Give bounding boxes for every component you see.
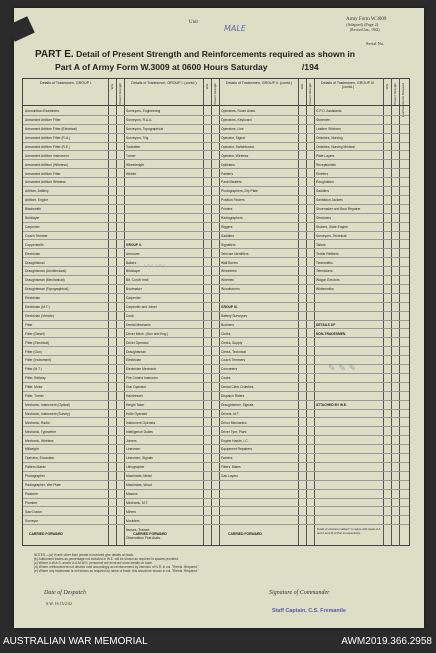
- note-line: (d) Where reinforcement not desired note accordingly as reinforcement by insertion of N.R. in col. "Reinfs. Required.": [34, 565, 199, 569]
- col3-cell: Wheelmen: [221, 269, 237, 274]
- col3-cell: Opticians: [221, 162, 235, 167]
- col1-cell: Armament Artificer Fitter (R.A.): [25, 135, 71, 140]
- col1-cell: Fitter (Diesel): [25, 331, 45, 336]
- col3-cell: Radiographers: [221, 216, 243, 220]
- col3-cell: Clerks, Technical: [221, 349, 246, 354]
- col4-cell: Orderlies, Nursing Medical: [316, 144, 355, 149]
- col4-cell: Shoemaker and Boot Repairer: [316, 207, 361, 212]
- col4-cell: Riveters: [316, 171, 329, 176]
- col1-cell: Fitter, Turner: [25, 394, 44, 398]
- col2-cell: Electrician: [126, 358, 142, 363]
- present-header: Present Strength: [118, 83, 122, 106]
- col1-cell: Mechanic, Instrument (Survey): [25, 411, 70, 416]
- unit-handwritten: MALE: [224, 24, 246, 33]
- col4-cell: DETAILS OF: [316, 322, 336, 327]
- col4-cell: Wagon Erectors: [316, 278, 340, 283]
- reinf-header: Reinforcements Required: [401, 83, 405, 118]
- col3-cell: Concreters: [221, 367, 238, 372]
- col3-cell: Operators, Line: [221, 127, 244, 131]
- col3-cell: Clerks, Supply: [221, 340, 243, 345]
- col2-cell: Toolsetter: [126, 144, 141, 149]
- col1-cell: Blacksmith: [25, 207, 41, 212]
- col3-cell: Driver Tyre, Plant: [221, 429, 247, 434]
- col3-cell: Telecom Identifiers: [221, 251, 249, 256]
- col3-cell: Wiremen: [221, 278, 235, 283]
- col3-cell: Position Finders: [221, 198, 245, 203]
- col3-cell: Photographers, Dry Plate: [221, 189, 259, 194]
- col2-cell: Instrument Operator: [126, 420, 156, 425]
- col3-cell: Coach Trimmers: [221, 358, 246, 363]
- col2-cell: Bakers: [126, 260, 137, 265]
- caption-left: AUSTRALIAN WAR MEMORIAL: [3, 636, 148, 647]
- form-page: [14, 8, 424, 628]
- col4-cell: Leather Stitchers: [316, 127, 341, 131]
- col4-cell: Tailors: [316, 242, 326, 247]
- col1-cell: Coppersmith: [25, 242, 44, 247]
- col4-cell: Textile Refitters: [316, 251, 339, 256]
- col1-cell: Armament Artificer Wireless: [25, 180, 66, 185]
- col4-cell: Surveyors, Technical: [316, 233, 347, 238]
- unit-label: Unit: [189, 20, 198, 25]
- signature-label: Signature of Commander: [269, 590, 330, 596]
- col2-cell: Electrician Mechanic: [126, 367, 157, 372]
- col1-cell: Radiographer, Wet Plate: [25, 483, 61, 487]
- col3-cell: Riggers: [221, 224, 233, 229]
- col2-cell: Carpenter and Joiner: [126, 305, 157, 309]
- carried-forward-2: CARRIED FORWARD: [133, 532, 167, 536]
- col2-cell: Surveyors, R.A.A.: [126, 118, 153, 123]
- col2-cell: Fire Control Instructor: [126, 376, 158, 381]
- col4-cell: NON-TRADESMEN.: [316, 331, 347, 336]
- col1-cell: Armament Artificer Fitter (Electrical): [25, 127, 78, 131]
- col3-cell: Drivers, M.T.: [221, 411, 240, 416]
- col2-cell: Surveyors, Trig.: [126, 135, 150, 140]
- present-header: Present Strength: [393, 83, 397, 106]
- col1-cell: Mechanic, Wireless: [25, 438, 54, 443]
- form-title: PART E. Detail of Present Strength and Reinforcements required as shown in Part A of Army Form W.3009 at 0600 Hours Saturday /194: [35, 49, 355, 72]
- group2c-header: Details of Tradesmen, GROUP II. (contd.): [225, 81, 293, 85]
- col3-cell: Operators, Room Assts.: [221, 109, 256, 114]
- col1-cell: Fitter: [25, 322, 33, 327]
- col2-cell: Surveyors, Topographical: [126, 127, 164, 131]
- col3-cell: Saddlers: [221, 233, 235, 238]
- col4-cell: Saddlers: [316, 189, 330, 194]
- col1-cell: Armament Artificer Instrument: [25, 153, 69, 158]
- form-adapted: (Adapted) (Page 2): [346, 22, 379, 27]
- col3-cell: Gas Layers: [221, 474, 238, 479]
- col2-cell: Armourer: [126, 251, 140, 256]
- col1-cell: Armament Artificer Fitter: [25, 118, 61, 123]
- col2-cell: Carpenter: [126, 296, 141, 301]
- col1-cell: Fitter (Instrument): [25, 358, 52, 363]
- col1-cell: Mechanic, Typewriter: [25, 429, 57, 434]
- col4-cell: Sanitation Jackets: [316, 198, 343, 203]
- we-header: W.E.: [205, 83, 209, 90]
- col3-cell: Operators, Keyboard: [221, 118, 252, 123]
- col2-cell: Turner: [126, 153, 136, 158]
- col1-cell: Fitter, Railway: [25, 376, 46, 381]
- col3-cell: Operator, Switchboard: [221, 144, 254, 149]
- col2-cell: Linesmen, Signals: [126, 456, 153, 461]
- col3-cell: Farriers: [221, 456, 233, 461]
- col1-cell: Fitter (Gun): [25, 349, 42, 354]
- col2-cell: Surveyors, Engineering: [126, 109, 161, 114]
- col4-cell: Stretchers: [316, 216, 332, 220]
- group1c-header: Details of Tradesmen, GROUP I. (contd.): [131, 81, 197, 85]
- col3-cell: Operator, Wireless: [221, 153, 249, 158]
- col2-cell: Moulders: [126, 518, 140, 523]
- col1-cell: Photographer: [25, 474, 45, 479]
- col2-cell: Bricklayer: [126, 269, 141, 274]
- col3-cell: Wall Borers: [221, 260, 238, 265]
- col4-cell: Storemen: [316, 118, 331, 123]
- note-line: (e) Where any tradesman is not shown as required by name of trade, this should be shown in col. "Reinfs. Required.": [34, 569, 199, 573]
- col4-cell: Telenickers: [316, 269, 333, 274]
- col1-cell: Draughtsman (Topographical): [25, 287, 69, 292]
- col2-cell: Machinists, Wood: [126, 483, 152, 487]
- note-line: (b) Authorised trades as percentage not included in W.E. will be shown as required in spaces provided.: [34, 557, 179, 561]
- col2-cell: Driver Mech. (Gun and Eng.): [126, 331, 169, 336]
- col3-cell: Clerks: [221, 331, 231, 336]
- note-line: NOTES.—(a) If rank other than private is involved give details on back.: [34, 553, 134, 557]
- col1-cell: Ammunition Examiners: [25, 109, 59, 114]
- col4-cell: Plate Layers: [316, 153, 335, 158]
- col3-cell: Printers: [221, 207, 233, 212]
- col2-cell: Lithographer: [126, 465, 145, 470]
- col2-cell: Blt. Cond'r Instr.: [126, 278, 150, 283]
- col4-cell: Timesmiths: [316, 260, 333, 265]
- col4-cell: Receptionists: [316, 162, 336, 167]
- col2-cell: Wheelwright: [126, 162, 145, 167]
- col3-cell: Driver Mechanics: [221, 420, 247, 425]
- col2-cell: Mechanic, M.T.: [126, 500, 149, 505]
- caption-right: AWM2019.366.2958: [341, 636, 432, 647]
- col1-cell: Surveyor: [25, 518, 39, 523]
- col3-cell: Butchers: [221, 322, 235, 327]
- present-header: Present Strength: [213, 83, 217, 106]
- col1-cell: Pattern Maker: [25, 465, 46, 470]
- we-header: W.E.: [300, 83, 304, 90]
- col1-cell: Artificer, Artillery: [25, 189, 49, 194]
- col1-cell: Bricklayer: [25, 216, 40, 220]
- col1-cell: Fitter, Motor: [25, 385, 43, 390]
- col1-cell: Fitter (M.T.): [25, 367, 42, 372]
- col1-cell: Coach Trimmer: [25, 233, 48, 238]
- col1-cell: Draughtsman (Mechanical): [25, 278, 65, 283]
- col1-cell: Armament Artificer Fitter: [25, 171, 61, 176]
- col3-cell: Panel Beaters: [221, 180, 242, 185]
- col3-cell: Dispatch Riders: [221, 394, 245, 398]
- carried-forward-3: CARRIED FORWARD: [228, 532, 262, 536]
- col1-cell: Artificer, Engine: [25, 198, 49, 203]
- col4-cell: Roughriders: [316, 180, 334, 185]
- col3-cell: GROUP III.: [221, 305, 238, 309]
- col2-cell: Hairdresser: [126, 394, 144, 398]
- col2-cell: Welder: [126, 171, 137, 176]
- col1-cell: Plasterer: [25, 491, 39, 496]
- col2-cell: Miners: [126, 509, 136, 514]
- carried-forward-1: CARRIED FORWARD: [29, 532, 63, 536]
- col3-cell: Painters: [221, 171, 234, 176]
- staff-stamp: Staff Captain, C.S. Fremantle: [272, 608, 346, 614]
- col1-cell: Saw Doctor: [25, 509, 43, 514]
- torn-corner: [7, 16, 35, 42]
- col4-cell: G.P.O. Assistants: [316, 109, 342, 114]
- col2-cell: Gun Operator: [126, 385, 147, 390]
- col1-cell: Operator, Excavator: [25, 456, 55, 461]
- col1-cell: Armament Artificer (Wireless): [25, 162, 68, 167]
- col4-cell: Stokers, State Engine: [316, 224, 348, 229]
- serial-label: Serial No.: [366, 41, 385, 46]
- col2-cell: Dental Mechanic: [126, 322, 151, 327]
- col4-cell: Whitesmiths: [316, 287, 334, 292]
- col2-cell: GROUP II.: [126, 242, 142, 247]
- form-revision: (Revised Jan., 1942): [350, 28, 380, 32]
- strength-table: [22, 78, 410, 546]
- notes-block: [34, 553, 404, 573]
- col2-cell: Draughtsman: [126, 349, 146, 354]
- col3-cell: Signallers: [221, 242, 236, 247]
- col2-cell: Joiners: [126, 438, 137, 443]
- col2-cell: Intelligence Duties: [126, 429, 153, 434]
- col2-cell: Nurses, Trained: [126, 527, 150, 532]
- col2-cell: Linesmen: [126, 447, 141, 452]
- group1-header: Details of Tradesmen, GROUP I.: [39, 81, 93, 85]
- we-header: W.E.: [385, 83, 389, 90]
- handwriting: ✎ ✎ ✎: [328, 364, 357, 374]
- col2-cell: Driver Operator: [126, 340, 149, 345]
- col1-cell: Draughtsman (Architectural): [25, 269, 67, 274]
- col3-cell: Equipment Repairers: [221, 447, 252, 452]
- col2-cell: Machinists, Metal: [126, 474, 152, 479]
- col1-cell: Electrician (Vehicle): [25, 313, 54, 318]
- col3-cell: Battery Surveyors: [221, 313, 248, 318]
- note-line: (c) Where A.W.A.S. and/or A.A.M.W.S. personnel are involved show details on back.: [34, 561, 153, 565]
- col1-cell: Fitter (Electrical): [25, 340, 49, 345]
- col2-cell: Height Taker: [126, 402, 145, 407]
- col1-cell: Electrician (M.T.): [25, 305, 50, 309]
- handwriting: 〰 〰: [143, 262, 164, 272]
- col1-cell: Draughtsman: [25, 260, 45, 265]
- col3-cell: Fitters' Mates: [221, 465, 241, 470]
- col1-cell: Millwright: [25, 447, 39, 452]
- col1-cell: Mechanic, Instrument (Optical): [25, 402, 70, 407]
- col1-cell: Electrician: [25, 296, 41, 301]
- col1-cell: Carpenter: [25, 224, 40, 229]
- present-header: Present Strength: [308, 83, 312, 106]
- col3-cell: Woodturners: [221, 287, 240, 292]
- we-header: W.E.: [110, 83, 114, 90]
- col1-cell: Armament Artificer Fitter (R.E.): [25, 144, 71, 149]
- date-of-despatch-label: Date of Despatch: [44, 590, 86, 596]
- col4-cell: ATTACHED BY W.E.: [316, 402, 347, 407]
- col3-cell: Engine Hands, I.C.: [221, 438, 249, 443]
- col2-cell: Observation Post Assts.: [126, 536, 161, 541]
- col4-cell: Orderlies, Nursing: [316, 135, 343, 140]
- col3-cell: Operator, Signal: [221, 135, 245, 140]
- col1-cell: Electrician: [25, 251, 41, 256]
- col2-cell: Hollo Operator: [126, 411, 148, 416]
- form-ref: Army Form W.3009: [346, 17, 387, 22]
- col1-cell: Mechanic, Radio: [25, 420, 50, 425]
- col1-cell: Plumber: [25, 500, 38, 505]
- col2-cell: Cook: [126, 313, 134, 318]
- group3-header: Details of Tradesmen, GROUP III. (contd.): [320, 81, 376, 90]
- col2-cell: Bootmaker: [126, 287, 142, 292]
- col3-cell: Dental Clerk Orderlies: [221, 385, 254, 390]
- totals-note: Totals of columns marked * to agree with totals of A and 2 and 10 of Part A respectively: [317, 527, 381, 535]
- col3-cell: Cooks: [221, 376, 231, 381]
- col2-cell: Masons: [126, 491, 138, 496]
- print-ref: S.W. 16 15/2/42: [46, 601, 72, 606]
- col3-cell: Draughtsmen, Signals: [221, 402, 254, 407]
